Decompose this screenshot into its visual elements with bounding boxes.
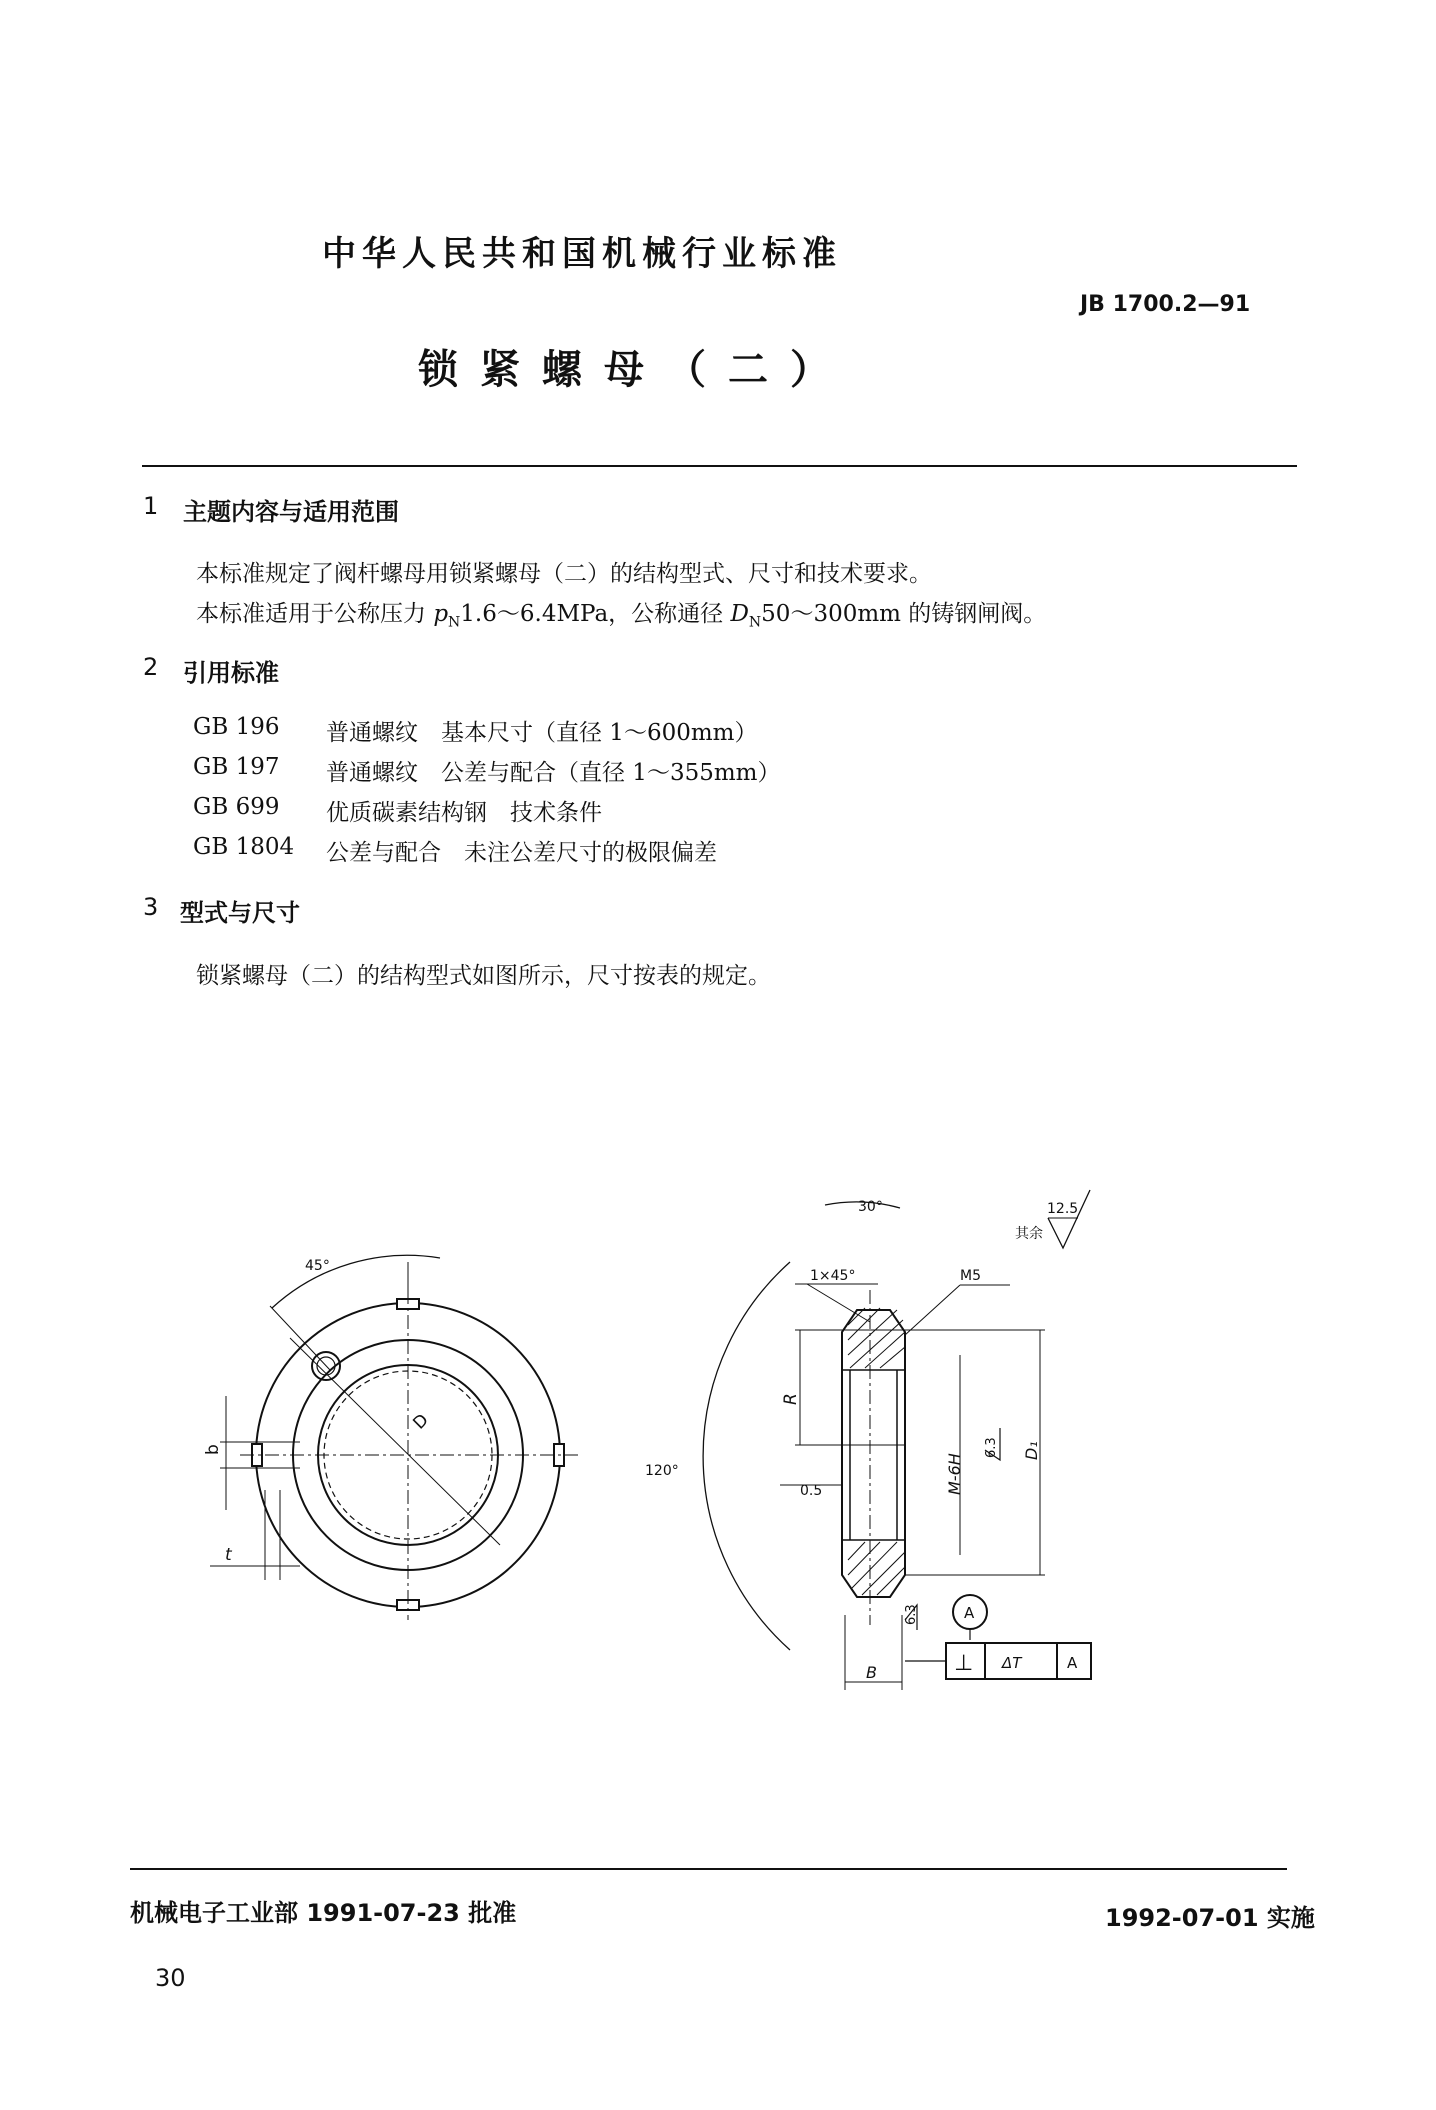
dim-D1-label: D₁ bbox=[1022, 1441, 1041, 1460]
tolerance-value: ΔT bbox=[1002, 1654, 1022, 1672]
section-1-number: 1 bbox=[143, 492, 159, 520]
dim-b-label: b bbox=[203, 1444, 223, 1455]
dim-05-label: 0.5 bbox=[800, 1483, 823, 1499]
standard-number: JB 1700.2—91 bbox=[1080, 292, 1251, 317]
roughness-face-value: 6.3 bbox=[904, 1604, 919, 1625]
chamfer-leader bbox=[807, 1284, 870, 1322]
diameter-subscript: N bbox=[748, 614, 762, 631]
m5-label: M5 bbox=[960, 1268, 981, 1284]
nut-section-outline bbox=[842, 1310, 905, 1597]
reference-code: GB 197 bbox=[193, 754, 280, 780]
section-2-number: 2 bbox=[143, 653, 159, 681]
diameter-symbol: D bbox=[730, 601, 749, 627]
reference-code: GB 1804 bbox=[193, 834, 295, 860]
section-1-title: 主题内容与适用范围 bbox=[183, 498, 399, 526]
angle-45-label: 45° bbox=[305, 1258, 330, 1274]
tolerance-symbol: ⊥ bbox=[954, 1651, 974, 1676]
dim-t-label: t bbox=[225, 1545, 232, 1565]
datum-label: A bbox=[964, 1604, 975, 1622]
footer-rule bbox=[130, 1868, 1287, 1870]
para-text: 1.6～6.4MPa，公称通径 bbox=[460, 601, 731, 627]
reference-description: 普通螺纹 基本尺寸（直径 1～600mm） bbox=[326, 720, 758, 746]
page-number: 30 bbox=[155, 1964, 186, 1992]
pressure-symbol: p bbox=[433, 601, 449, 627]
dim-B-label: B bbox=[866, 1663, 877, 1682]
diameter-leader bbox=[290, 1338, 500, 1545]
section-3-paragraph: 锁紧螺母（二）的结构型式如图所示，尺寸按表的规定。 bbox=[196, 963, 771, 989]
dim-R-label: R bbox=[781, 1393, 801, 1405]
thread-label: M-6H bbox=[945, 1453, 964, 1495]
roughness-other-label: 其余 bbox=[1015, 1226, 1043, 1242]
reference-code: GB 699 bbox=[193, 794, 280, 820]
section-3-title: 型式与尺寸 bbox=[180, 899, 300, 927]
effective-date: 1992-07-01 实施 bbox=[1105, 1904, 1315, 1932]
roughness-thread-value: 6.3 bbox=[984, 1437, 999, 1458]
document-title: 锁紧螺母（二） bbox=[418, 347, 852, 393]
pressure-subscript: N bbox=[448, 614, 461, 631]
chamfer-label: 1×45° bbox=[810, 1268, 856, 1284]
section-3-number: 3 bbox=[143, 893, 159, 921]
reference-code: GB 196 bbox=[193, 714, 280, 740]
section-2-title: 引用标准 bbox=[183, 659, 279, 687]
hatching-top bbox=[848, 1308, 905, 1368]
angle-120-label: 120° bbox=[645, 1463, 679, 1479]
para-text: 50～300mm 的铸钢闸阀。 bbox=[761, 601, 1047, 627]
roughness-other-symbol bbox=[1048, 1190, 1090, 1248]
reference-description: 公差与配合 未注公差尺寸的极限偏差 bbox=[326, 840, 717, 866]
dim-D-label: D bbox=[409, 1410, 433, 1434]
angle-45-line bbox=[270, 1306, 330, 1370]
angle-30-label: 30° bbox=[858, 1199, 883, 1215]
standard-title: 中华人民共和国机械行业标准 bbox=[322, 234, 842, 274]
angle-120-arc bbox=[703, 1262, 790, 1650]
reference-description: 普通螺纹 公差与配合（直径 1～355mm） bbox=[326, 760, 781, 786]
approval-line: 机械电子工业部 1991-07-23 批准 bbox=[130, 1899, 517, 1927]
tolerance-datum: A bbox=[1067, 1654, 1078, 1672]
section-1-paragraph-1: 本标准规定了阀杆螺母用锁紧螺母（二）的结构型式、尺寸和技术要求。 bbox=[196, 561, 932, 587]
m5-leader bbox=[905, 1285, 960, 1335]
para-text: 本标准适用于公称压力 bbox=[196, 601, 434, 627]
roughness-other-value: 12.5 bbox=[1047, 1201, 1079, 1217]
reference-description: 优质碳素结构钢 技术条件 bbox=[326, 800, 602, 826]
